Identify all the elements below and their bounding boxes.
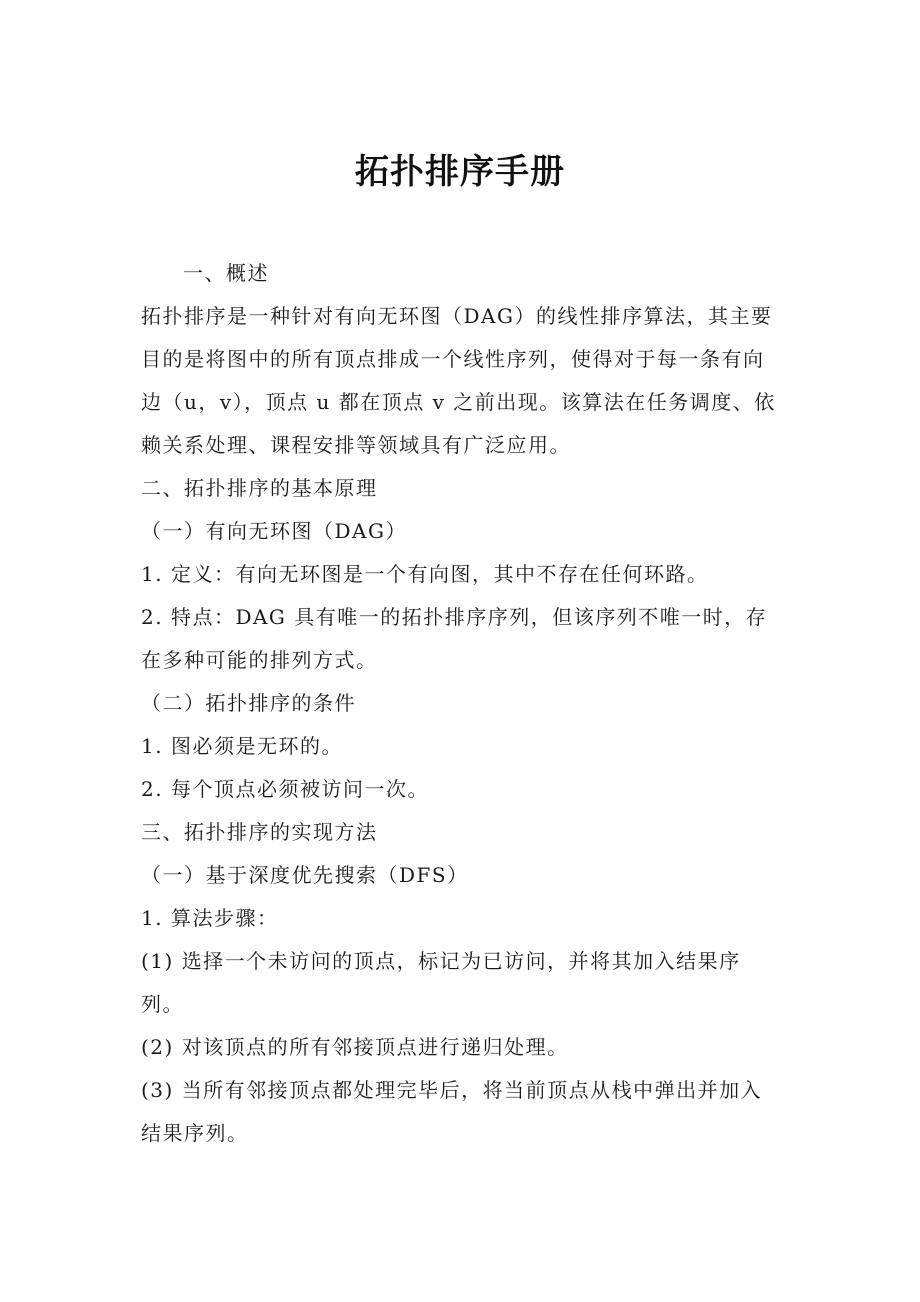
paragraph-overview: 拓扑排序是一种针对有向无环图（DAG）的线性排序算法，其主要目的是将图中的所有顶点排成一个线性序列，使得对于每一条有向边（u，v），顶点 u 都在顶点 v 之前出现。该算法在任务调度、依赖关系处理、课程安排等领域具有广泛应用。 — [141, 304, 776, 457]
subsection-heading-dag: （一）有向无环图（DAG） — [141, 519, 407, 543]
step-2: (2) 对该顶点的所有邻接顶点进行递归处理。 — [141, 1035, 569, 1059]
step-3: (3) 当所有邻接顶点都处理完毕后，将当前顶点从栈中弹出并加入结果序列。 — [141, 1078, 763, 1145]
section-heading-methods: 三、拓扑排序的实现方法 — [141, 820, 378, 844]
list-item-features: 2. 特点：DAG 具有唯一的拓扑排序序列，但该序列不唯一时，存在多种可能的排列方式。 — [141, 605, 768, 672]
list-item-acyclic: 1. 图必须是无环的。 — [141, 734, 343, 758]
list-item-algorithm-steps: 1. 算法步骤： — [141, 906, 279, 930]
document-title: 拓扑排序手册 — [355, 152, 565, 192]
document-body — [141, 252, 781, 1155]
section-heading-overview: 一、概述 — [183, 261, 269, 285]
list-item-definition: 1. 定义：有向无环图是一个有向图，其中不存在任何环路。 — [141, 562, 709, 586]
subsection-heading-conditions: （二）拓扑排序的条件 — [141, 691, 356, 715]
list-item-visit-once: 2. 每个顶点必须被访问一次。 — [141, 777, 429, 801]
section-heading-principles: 二、拓扑排序的基本原理 — [141, 476, 378, 500]
subsection-heading-dfs: （一）基于深度优先搜索（DFS） — [141, 863, 469, 887]
step-1: (1) 选择一个未访问的顶点，标记为已访问，并将其加入结果序列。 — [141, 949, 741, 1016]
